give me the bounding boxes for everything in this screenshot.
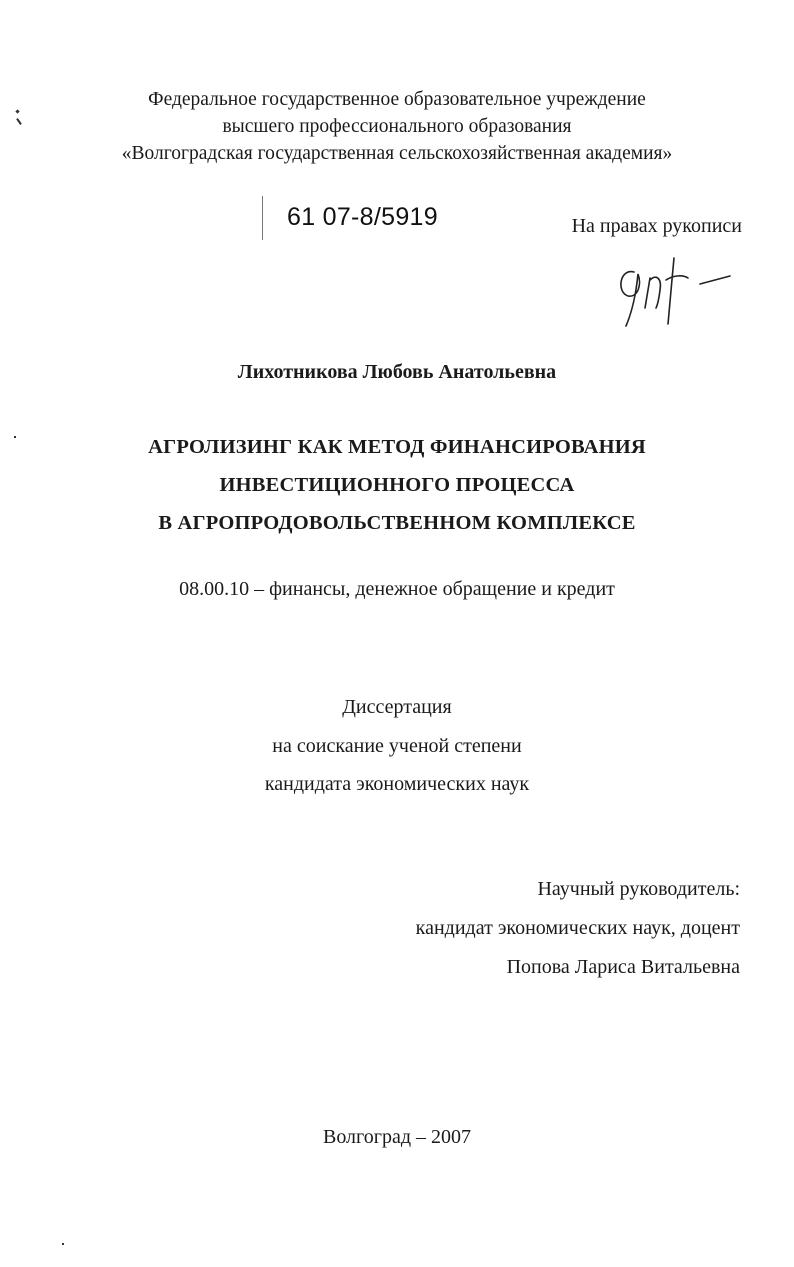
title-line-2: ИНВЕСТИЦИОННОГО ПРОЦЕССА	[219, 474, 575, 496]
diss-line-1: Диссертация	[342, 696, 452, 718]
signature	[612, 250, 742, 330]
institution-header	[0, 86, 794, 167]
institution-line-3: «Волгоградская государственная сельскохозяйственная академия»	[121, 143, 673, 164]
scan-mark	[14, 436, 16, 438]
supervisor-block	[416, 870, 740, 987]
supervisor-label: Научный руководитель:	[537, 878, 740, 900]
dissertation-title	[0, 428, 794, 542]
author-name: Лихотникова Любовь Анатольевна	[237, 361, 557, 383]
rights-notice: На правах рукописи	[571, 215, 742, 237]
library-code: 61 07-8/5919	[287, 203, 438, 231]
dissertation-type	[0, 688, 794, 804]
scan-mark	[62, 1243, 64, 1245]
place-year: Волгоград – 2007	[322, 1126, 472, 1148]
institution-line-1: Федеральное государственное образовательное учреждение	[148, 89, 646, 110]
supervisor-name: Попова Лариса Витальевна	[506, 956, 740, 978]
specialty-code: 08.00.10 – финансы, денежное обращение и кредит	[179, 578, 615, 600]
title-line-1: АГРОЛИЗИНГ КАК МЕТОД ФИНАНСИРОВАНИЯ	[148, 436, 646, 458]
diss-line-3: кандидата экономических наук	[264, 773, 530, 795]
supervisor-degree: кандидат экономических наук, доцент	[415, 917, 740, 939]
institution-line-2: высшего профессионального образования	[222, 116, 572, 137]
title-line-3: В АГРОПРОДОВОЛЬСТВЕННОМ КОМПЛЕКСЕ	[158, 512, 636, 534]
stamp-border	[262, 196, 263, 240]
diss-line-2: на соискание ученой степени	[272, 734, 522, 757]
